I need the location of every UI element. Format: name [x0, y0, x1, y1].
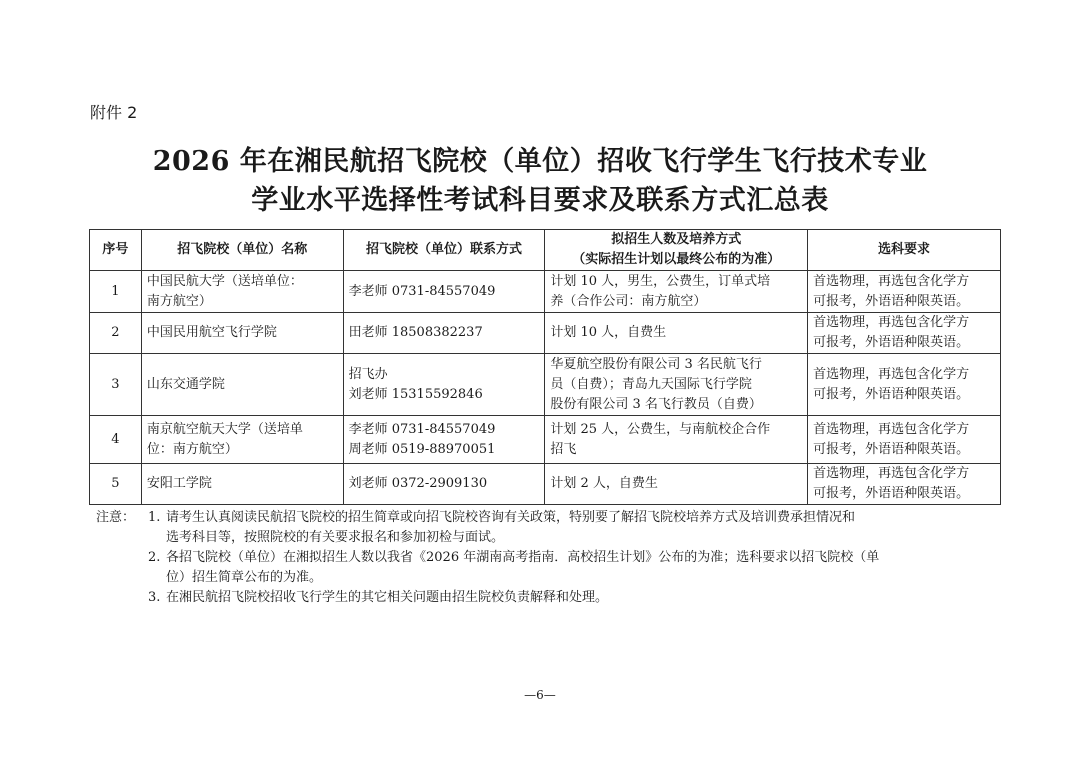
cell-plan-line: 华夏航空股份有限公司 3 名民航飞行 — [550, 356, 762, 372]
note-text: 选考科目等，按照院校的有关要求报名和参加初检与面试。 — [166, 530, 505, 545]
cell-contact — [343, 354, 545, 416]
cell-requirement-line: 可报考，外语语种限英语。 — [813, 441, 970, 457]
table-header-row — [90, 230, 1001, 271]
note-line — [96, 548, 996, 568]
cell-contact — [343, 416, 545, 464]
cell-no: 4 — [90, 416, 142, 464]
cell-plan — [545, 416, 808, 464]
note-text: 各招飞院校（单位）在湘拟招生人数以我省《2026 年湖南高考指南．高校招生计划》公布的为准；选科要求以招飞院校（单 — [166, 550, 880, 565]
cell-contact-line: 招飞办 — [348, 366, 388, 382]
cell-plan — [545, 354, 808, 416]
cell-requirement-line: 可报考，外语语种限英语。 — [813, 386, 970, 402]
cell-school-line: 中国民航大学（送培单位： — [146, 273, 303, 289]
note-number: 1. — [148, 510, 161, 525]
note-lead — [96, 548, 148, 568]
cell-plan-line: 养（合作公司：南方航空） — [550, 293, 707, 309]
cell-contact-line: 田老师 18508382237 — [348, 325, 483, 340]
cell-contact-line: 刘老师 15315592846 — [348, 386, 483, 402]
note-number — [148, 528, 166, 548]
cell-school-line: 南京航空航天大学（送培单 — [146, 421, 303, 437]
cell-requirement-line: 首选物理，再选包含化学方 — [813, 273, 970, 289]
cell-contact-line: 刘老师 0372-2909130 — [348, 476, 488, 491]
notes — [96, 508, 996, 608]
cell-requirement — [808, 354, 1001, 416]
note-number: 2. — [148, 550, 161, 565]
cell-no: 5 — [90, 464, 142, 505]
cell-contact — [343, 313, 545, 354]
note-lead — [96, 588, 148, 608]
cell-requirement-line: 首选物理，再选包含化学方 — [813, 366, 970, 382]
cell-school — [141, 313, 343, 354]
cell-requirement-line: 可报考，外语语种限英语。 — [813, 335, 970, 350]
cell-contact — [343, 464, 545, 505]
cell-requirement — [808, 464, 1001, 505]
note-text: 在湘民航招飞院校招收飞行学生的其它相关问题由招生院校负责解释和处理。 — [166, 590, 609, 605]
cell-requirement — [808, 271, 1001, 313]
note-number: 3. — [148, 590, 161, 605]
cell-plan-line: 计划 2 人，自费生 — [550, 476, 658, 491]
cell-plan — [545, 464, 808, 505]
cell-contact-line: 李老师 0731-84557049 — [348, 283, 496, 299]
document-title-line-2: 学业水平选择性考试科目要求及联系方式汇总表 — [251, 185, 829, 216]
attachment-label: 附件 2 — [90, 103, 138, 122]
cell-no: 3 — [90, 354, 142, 416]
table-row — [90, 416, 1001, 464]
note-line — [96, 508, 996, 528]
cell-school-line: 位：南方航空） — [146, 441, 238, 457]
cell-school-line: 山东交通学院 — [146, 376, 225, 392]
cell-school-line: 中国民用航空飞行学院 — [146, 325, 277, 340]
cell-school — [141, 464, 343, 505]
cell-plan — [545, 313, 808, 354]
note-number — [148, 568, 166, 588]
cell-plan-line: 计划 25 人，公费生，与南航校企合作 — [550, 421, 771, 437]
cell-school — [141, 354, 343, 416]
cell-plan-line: 计划 10 人，男生，公费生，订单式培 — [550, 273, 771, 289]
cell-requirement-line: 首选物理，再选包含化学方 — [813, 315, 970, 330]
table-row — [90, 464, 1001, 505]
note-line — [96, 568, 996, 588]
cell-no: 1 — [90, 271, 142, 313]
summary-table — [89, 229, 1001, 505]
cell-school — [141, 416, 343, 464]
note-line — [96, 588, 996, 608]
table-row — [90, 313, 1001, 354]
note-line — [96, 528, 996, 548]
header-school: 招飞院校（单位）名称 — [141, 230, 343, 271]
cell-contact-line: 李老师 0731-84557049 — [348, 421, 496, 437]
header-requirement: 选科要求 — [808, 230, 1001, 271]
note-text: 位）招生简章公布的为准。 — [166, 570, 323, 585]
cell-contact — [343, 271, 545, 313]
cell-requirement-line: 首选物理，再选包含化学方 — [813, 421, 970, 437]
note-lead — [96, 528, 148, 548]
table-row — [90, 271, 1001, 313]
cell-school-line: 南方航空） — [146, 293, 212, 309]
note-text: 请考生认真阅读民航招飞院校的招生简章或向招飞院校咨询有关政策，特别要了解招飞院校培养方式及培训费承担情况和 — [166, 510, 856, 525]
cell-plan-line: 股份有限公司 3 名飞行教员（自费） — [550, 396, 762, 412]
header-plan-line-1: 拟招生人数及培养方式 — [611, 232, 742, 247]
cell-requirement-line: 可报考，外语语种限英语。 — [813, 486, 970, 501]
note-lead: 注意： — [96, 510, 136, 525]
cell-plan-line: 招飞 — [550, 441, 577, 457]
page-number: —6— — [524, 688, 556, 702]
cell-plan — [545, 271, 808, 313]
cell-contact-line: 周老师 0519-88970051 — [348, 441, 496, 457]
header-plan-line-2: （实际招生计划以最终公布的为准） — [572, 252, 781, 267]
cell-requirement — [808, 313, 1001, 354]
cell-requirement-line: 首选物理，再选包含化学方 — [813, 466, 970, 481]
header-plan — [545, 230, 808, 271]
cell-plan-line: 员（自费）；青岛九天国际飞行学院 — [550, 376, 752, 392]
document-title-line-1: 2026 年在湘民航招飞院校（单位）招收飞行学生飞行技术专业 — [152, 146, 928, 177]
table-row — [90, 354, 1001, 416]
cell-requirement-line: 可报考，外语语种限英语。 — [813, 293, 970, 309]
cell-school — [141, 271, 343, 313]
header-no: 序号 — [90, 230, 142, 271]
note-lead — [96, 568, 148, 588]
cell-requirement — [808, 416, 1001, 464]
cell-school-line: 安阳工学院 — [146, 476, 212, 491]
cell-no: 2 — [90, 313, 142, 354]
cell-plan-line: 计划 10 人，自费生 — [550, 325, 667, 340]
header-contact: 招飞院校（单位）联系方式 — [343, 230, 545, 271]
